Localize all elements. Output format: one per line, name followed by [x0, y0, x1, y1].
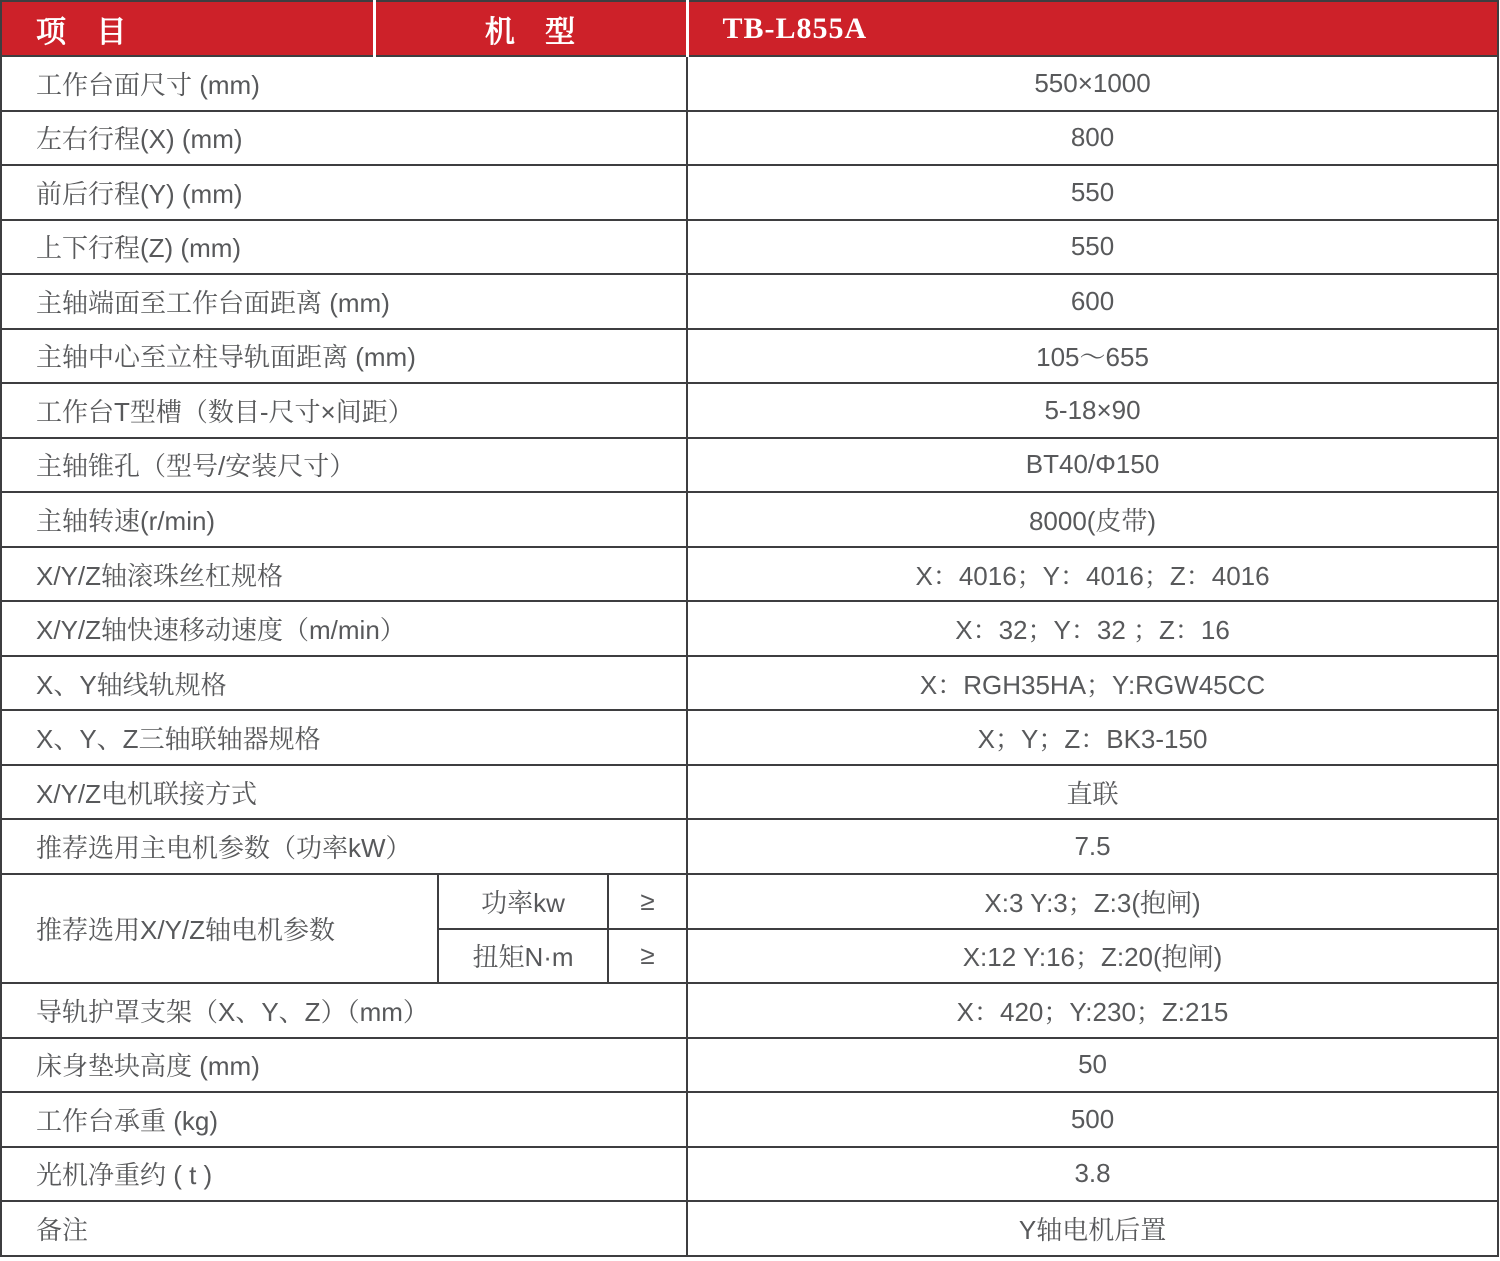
spec-value: 105～655: [687, 329, 1498, 384]
spec-label: 前后行程(Y) (mm): [1, 165, 687, 220]
header-item-label: 项 目: [36, 15, 127, 49]
spec-row: [1, 547, 1498, 602]
spec-row: [1, 438, 1498, 493]
spec-value: 直联: [687, 765, 1498, 820]
spec-row: [1, 165, 1498, 220]
spec-label: 上下行程(Z) (mm): [1, 220, 687, 275]
spec-label: 导轨护罩支架（X、Y、Z）（mm）: [1, 983, 687, 1038]
spec-value: Y轴电机后置: [687, 1201, 1498, 1256]
spec-row: [1, 710, 1498, 765]
motor-param-value: X:12 Y:16；Z:20(抱闸): [687, 929, 1498, 984]
spec-label: 推荐选用主电机参数（功率kW）: [1, 819, 687, 874]
spec-value: 3.8: [687, 1147, 1498, 1202]
motor-param-value: X:3 Y:3；Z:3(抱闸): [687, 874, 1498, 929]
spec-row: [1, 983, 1498, 1038]
spec-label: 主轴中心至立柱导轨面距离 (mm): [1, 329, 687, 384]
spec-value: X：32；Y：32 ；Z：16: [687, 601, 1498, 656]
spec-value: BT40/Φ150: [687, 438, 1498, 493]
spec-label: X/Y/Z电机联接方式: [1, 765, 687, 820]
spec-value: 550: [687, 165, 1498, 220]
motor-param-name: 扭矩N·m: [438, 929, 608, 984]
spec-value: 7.5: [687, 819, 1498, 874]
spec-row: [1, 56, 1498, 111]
motor-params-label: 推荐选用X/Y/Z轴电机参数: [1, 874, 438, 983]
spec-value: 800: [687, 111, 1498, 166]
spec-label: 备注: [1, 1201, 687, 1256]
header-row: [1, 1, 1498, 56]
motor-params-row-power: [1, 874, 1498, 929]
spec-label: 光机净重约 ( t ): [1, 1147, 687, 1202]
spec-label: 主轴锥孔（型号/安装尺寸）: [1, 438, 687, 493]
spec-label: X、Y轴线轨规格: [1, 656, 687, 711]
spec-value: 550×1000: [687, 56, 1498, 111]
spec-value: 600: [687, 274, 1498, 329]
spec-value: X：420；Y:230；Z:215: [687, 983, 1498, 1038]
spec-label: 工作台T型槽（数目-尺寸×间距）: [1, 383, 687, 438]
spec-value: X；Y；Z：BK3-150: [687, 710, 1498, 765]
spec-row: [1, 492, 1498, 547]
spec-value: 500: [687, 1092, 1498, 1147]
spec-row: [1, 1038, 1498, 1093]
header-model-value-cell: TB-L855A: [687, 1, 1498, 56]
spec-label: 主轴端面至工作台面距离 (mm): [1, 274, 687, 329]
motor-param-operator: ≥: [608, 874, 687, 929]
spec-label: X/Y/Z轴滚珠丝杠规格: [1, 547, 687, 602]
spec-row: [1, 220, 1498, 275]
spec-row: [1, 656, 1498, 711]
spec-row: [1, 111, 1498, 166]
header-model-cell: [374, 1, 687, 56]
spec-row: [1, 1201, 1498, 1256]
spec-row: [1, 1147, 1498, 1202]
spec-row: [1, 601, 1498, 656]
spec-label: 主轴转速(r/min): [1, 492, 687, 547]
spec-label: 工作台面尺寸 (mm): [1, 56, 687, 111]
spec-label: 工作台承重 (kg): [1, 1092, 687, 1147]
spec-value: 5-18×90: [687, 383, 1498, 438]
spec-value: X：RGH35HA；Y:RGW45CC: [687, 656, 1498, 711]
spec-value: 50: [687, 1038, 1498, 1093]
spec-label: 左右行程(X) (mm): [1, 111, 687, 166]
header-model-label: 机 型: [484, 15, 576, 49]
spec-row: [1, 1092, 1498, 1147]
motor-param-operator: ≥: [608, 929, 687, 984]
spec-row: [1, 274, 1498, 329]
spec-row: [1, 819, 1498, 874]
spec-label: X、Y、Z三轴联轴器规格: [1, 710, 687, 765]
header-item-cell: [1, 1, 374, 56]
spec-value: X：4016；Y：4016；Z：4016: [687, 547, 1498, 602]
spec-value: 8000(皮带): [687, 492, 1498, 547]
spec-row: [1, 383, 1498, 438]
spec-row: [1, 329, 1498, 384]
spec-label: X/Y/Z轴快速移动速度（m/min）: [1, 601, 687, 656]
spec-row: [1, 765, 1498, 820]
spec-label: 床身垫块高度 (mm): [1, 1038, 687, 1093]
motor-param-name: 功率kw: [438, 874, 608, 929]
spec-value: 550: [687, 220, 1498, 275]
